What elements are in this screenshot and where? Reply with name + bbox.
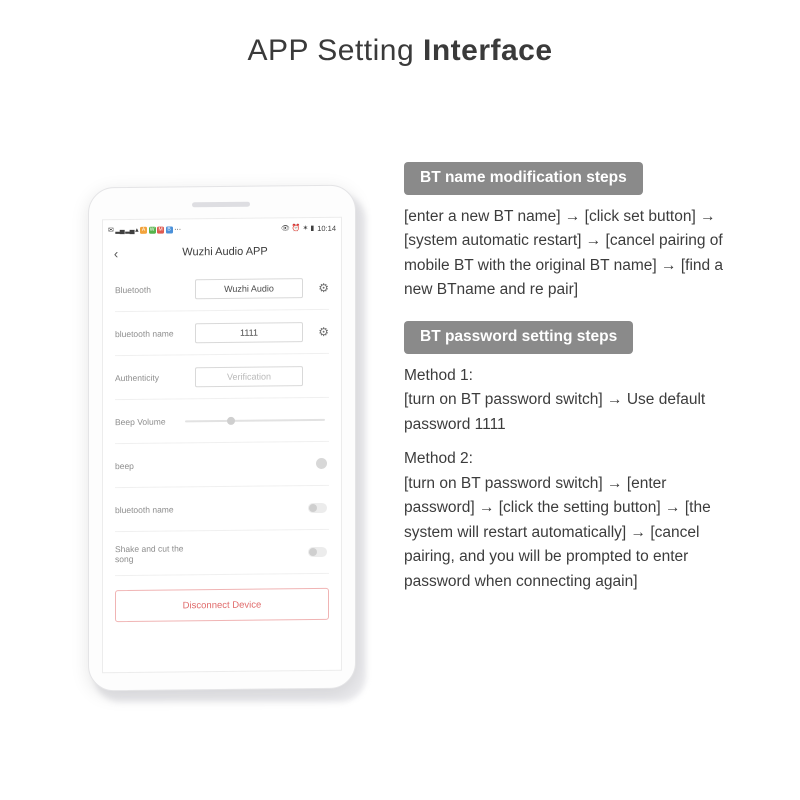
chevron-left-icon[interactable]: ‹: [113, 245, 119, 261]
alarm-icon: ⏰: [291, 224, 301, 232]
app-title: Wuzhi Audio APP: [182, 245, 268, 259]
app-chip-orange-icon: A: [141, 226, 146, 233]
slider-track: [185, 418, 325, 421]
bt-name-steps-text: [enter a new BT name] → [click set button] → [system automatic restart] → [cancel pairing of mobile BT with the original BT name] → [find a new BTname and re pair]: [404, 208, 724, 299]
row-field-bluetooth: [185, 278, 313, 299]
row-bluetooth-name-toggle: [115, 486, 329, 532]
app-chip-green-icon: W: [149, 226, 155, 233]
bt-password-steps-banner: BT password setting steps: [404, 321, 633, 354]
beep-knob[interactable]: [316, 458, 327, 469]
app-bar: [103, 236, 341, 268]
verification-input[interactable]: Verification: [195, 366, 303, 387]
row-beep-volume: [115, 398, 329, 444]
bluetooth-name-toggle[interactable]: [308, 502, 327, 512]
phone-speaker-notch: [192, 202, 250, 208]
bluetooth-icon: ✶: [302, 224, 309, 232]
row-beep: [115, 442, 329, 488]
settings-list: [103, 266, 341, 576]
instructions-panel: [404, 162, 734, 598]
row-label-beep-volume: Beep Volume: [115, 416, 166, 427]
row-label-bluetooth: Bluetooth: [115, 284, 151, 295]
disconnect-device-button[interactable]: Disconnect Device: [115, 588, 329, 622]
eye-icon: 👁: [280, 224, 290, 232]
method2-title: Method 2:: [404, 450, 473, 468]
app-chip-red-icon: M: [158, 226, 163, 233]
status-bar-right-icons: [281, 223, 336, 233]
method1-text: [turn on BT password switch] → Use default password 1111: [404, 391, 706, 433]
mail-icon: ✉: [108, 226, 114, 234]
row-label-bluetooth-name: bluetooth name: [115, 327, 174, 339]
shake-cut-song-toggle-cell: [185, 546, 329, 558]
bluetooth-name-input[interactable]: 1111: [195, 322, 303, 343]
slider-knob[interactable]: [227, 416, 235, 424]
bluetooth-device-input[interactable]: Wuzhi Audio: [195, 278, 303, 299]
row-label-bluetooth-name-toggle: bluetooth name: [115, 503, 174, 515]
row-shake-cut-song: [115, 530, 329, 576]
beep-control-cell: [185, 458, 329, 471]
bt-password-steps-block: [404, 321, 734, 594]
row-field-bluetooth-name: [185, 322, 313, 343]
bt-name-steps-banner: BT name modification steps: [404, 162, 643, 195]
beep-volume-slider[interactable]: [185, 418, 329, 422]
status-bar-spacer: [183, 228, 279, 229]
gear-icon-bluetooth[interactable]: ⚙: [318, 280, 329, 295]
bluetooth-name-toggle-cell: [185, 502, 329, 514]
row-bluetooth-name: [115, 310, 329, 356]
status-bar-clock: 10:14: [317, 223, 336, 233]
signal-icon: ▂▄: [115, 226, 124, 234]
row-label-beep: beep: [115, 460, 134, 471]
row-field-authenticity: [185, 366, 313, 387]
row-label-authenticity: Authenticity: [115, 372, 159, 383]
phone-inner: [88, 185, 354, 690]
status-bar-left-icons: [108, 226, 181, 234]
page-title: [0, 34, 800, 68]
battery-icon: ▮: [310, 224, 315, 232]
method1-title: Method 1:: [404, 366, 473, 384]
shake-cut-song-toggle[interactable]: [308, 546, 327, 556]
method2-text: [turn on BT password switch] → [enter password] → [click the setting button] → [the system will restart automatically] → [cancel pairing, and you will be prompted to enter password when connecting again]: [404, 474, 711, 590]
signal-icon-2: ▂▄: [125, 226, 134, 234]
wifi-icon: ▴: [135, 226, 139, 234]
gear-icon-bluetooth-name[interactable]: ⚙: [318, 324, 329, 339]
app-chip-blue-icon: B: [167, 226, 171, 233]
page-title-light: APP Setting: [247, 34, 423, 67]
phone-screen: [102, 217, 342, 674]
page-title-bold: Interface: [423, 34, 553, 67]
row-authenticity: [115, 354, 329, 400]
row-bluetooth: [115, 266, 329, 312]
phone-mockup: [88, 186, 368, 706]
row-label-shake-cut-song: Shake and cut the song: [115, 542, 184, 564]
more-icon: ⋯: [174, 225, 182, 233]
